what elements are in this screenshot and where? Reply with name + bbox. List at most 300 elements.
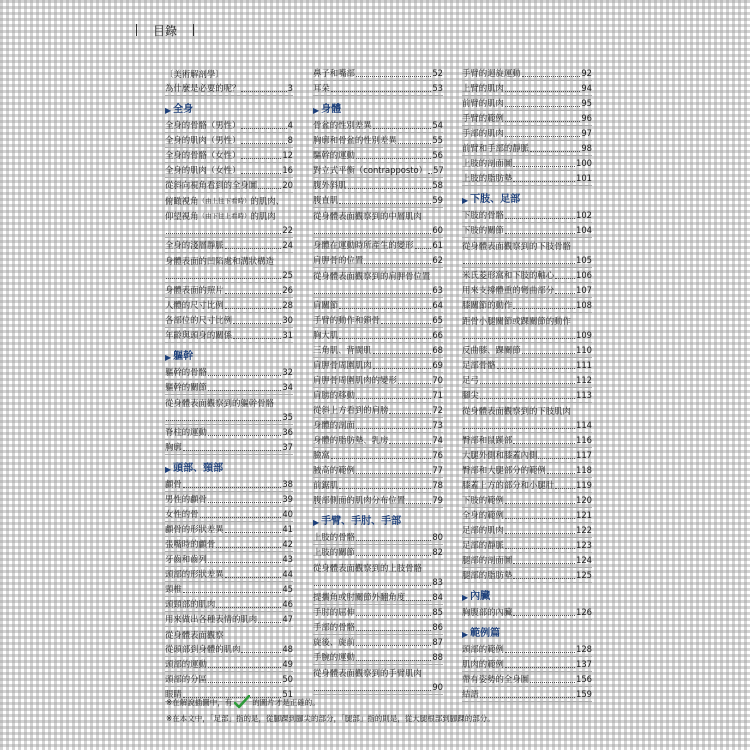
- toc-entry-page: 105: [576, 255, 592, 265]
- section-heading: [165, 455, 293, 477]
- footnote-2-text: ※在本文中，「足部」指的是，從腳踝到腳尖的部分，「腿部」指的則是，從大腿根部到腳踝的部分。: [166, 713, 495, 723]
- dot-leader: [183, 592, 282, 593]
- dot-leader: [505, 667, 575, 668]
- toc-entry-page: 100: [576, 158, 592, 168]
- dot-leader: [258, 622, 281, 623]
- toc-entry: [313, 193, 443, 208]
- triangle-icon: ▶: [165, 105, 172, 115]
- dot-leader: [356, 76, 431, 77]
- toc-entry: [313, 418, 443, 433]
- toc-entry: [462, 508, 592, 523]
- toc-entry-title: 軀幹的骨骼: [165, 367, 207, 377]
- toc-entry: [462, 66, 592, 81]
- toc-entry-title: 從身體表面觀察到的肩胛骨位置: [313, 271, 431, 281]
- section-heading: [165, 343, 293, 365]
- toc-entry: [313, 530, 443, 545]
- toc-entry: [462, 313, 592, 328]
- toc-entry-page: 90: [432, 682, 443, 692]
- dot-leader: [356, 540, 431, 541]
- toc-entry-title: 上肢的關節: [313, 547, 355, 557]
- toc-entry: [165, 627, 293, 642]
- toc-entry-page: 156: [576, 674, 592, 684]
- dot-leader: [339, 338, 431, 339]
- toc-entry-title: 大腿外側和膝蓋內側: [462, 450, 538, 460]
- toc-entry-title: 下肢的骨骼: [462, 210, 504, 220]
- section-heading: [313, 508, 443, 530]
- toc-entry-page: 48: [282, 644, 293, 654]
- toc-entry-title: 手部的骨骼: [313, 622, 355, 632]
- toc-entry-title: 足部的肌肉: [462, 525, 504, 535]
- toc-entry-page: 58: [432, 180, 443, 190]
- toc-entry-page: 8: [287, 135, 293, 145]
- toc-entry-title: 從身體表面觀察到的中層肌肉: [313, 211, 422, 221]
- dot-leader: [339, 203, 431, 204]
- section-heading-text: 下肢、足部: [470, 194, 521, 205]
- toc-entry-page: 35: [282, 412, 293, 422]
- toc-entry: [313, 403, 443, 418]
- toc-entry: [462, 298, 592, 313]
- toc-entry: [462, 373, 592, 388]
- toc-entry: [462, 126, 592, 141]
- toc-entry: [313, 448, 443, 463]
- toc-entry-title: 全身的骨骼（女性）: [165, 150, 241, 160]
- toc-entry-title: 腿部的脂肪墊: [462, 570, 513, 580]
- toc-entry: [313, 605, 443, 620]
- toc-entry: [313, 620, 443, 635]
- dot-leader: [389, 413, 431, 414]
- dot-leader: [314, 233, 431, 234]
- toc-entry: [165, 283, 293, 298]
- toc-entry-page: 64: [432, 300, 443, 310]
- toc-entry-page: 70: [432, 375, 443, 385]
- toc-entry-page: 68: [432, 345, 443, 355]
- toc-entry-title: 耳朵: [313, 83, 330, 93]
- toc-entry-title: 肩關節: [313, 300, 339, 310]
- toc-entry-title: 身體表面的凹陷處和溝狀構造: [165, 256, 274, 266]
- dot-leader: [225, 293, 282, 294]
- toc-entry: [313, 650, 443, 665]
- toc-entry: [462, 111, 592, 126]
- toc-entry: [165, 537, 293, 552]
- dot-leader: [505, 233, 575, 234]
- toc-entry: [462, 463, 592, 478]
- toc-entry-page: 39: [282, 494, 293, 504]
- toc-entry-page: 122: [576, 525, 592, 535]
- toc-entry: [313, 493, 443, 508]
- toc-entry-title: 肌肉的範例: [462, 659, 504, 669]
- toc-entry: [165, 148, 293, 163]
- section-heading: [462, 620, 592, 642]
- dot-leader: [314, 585, 431, 586]
- toc-entry-title: 提攜角或肘關節外翻角度: [313, 592, 406, 602]
- dot-leader: [555, 488, 575, 489]
- dot-leader: [216, 547, 281, 548]
- toc-entry: [165, 567, 293, 582]
- toc-entry-page: 82: [432, 547, 443, 557]
- toc-entry-page: 12: [282, 150, 293, 160]
- toc-entry: [462, 657, 592, 672]
- toc-entry: [462, 358, 592, 373]
- dot-leader: [166, 278, 281, 279]
- toc-entry-page: 92: [581, 68, 592, 78]
- dot-leader: [381, 323, 431, 324]
- triangle-icon: ▶: [165, 464, 172, 474]
- toc-entry: [165, 178, 293, 193]
- toc-entry-page: 25: [282, 270, 293, 280]
- dot-leader: [241, 652, 281, 653]
- section-heading-text: 頭部、頸部: [173, 463, 224, 474]
- section-heading-text: 手臂、手肘、手部: [321, 516, 402, 527]
- dot-leader: [513, 308, 575, 309]
- dot-leader: [513, 166, 575, 167]
- toc-entry-page: 26: [282, 285, 293, 295]
- toc-entry: [165, 313, 293, 328]
- toc-entry-title: 下肢的範例: [462, 495, 504, 505]
- toc-entry-title: 膝關節的動作: [462, 300, 513, 310]
- dot-leader: [348, 188, 432, 189]
- dot-leader: [183, 450, 282, 451]
- section-heading: [462, 186, 592, 208]
- triangle-icon: ▶: [165, 352, 172, 362]
- toc-entry-title: 從身體表面觀察: [165, 630, 224, 640]
- toc-entry-page: 118: [576, 465, 592, 475]
- toc-entry-page: 20: [282, 180, 293, 190]
- toc-entry: [313, 358, 443, 373]
- toc-entry-title: 前鋸肌: [313, 480, 339, 490]
- toc-entry-title: 結語: [462, 689, 479, 699]
- dot-leader: [166, 420, 281, 421]
- toc-entry-title: 驅幹的運動: [313, 150, 355, 160]
- dot-leader: [398, 143, 432, 144]
- dot-leader: [339, 308, 431, 309]
- toc-entry-page: 87: [432, 637, 443, 647]
- toc-entry-page: 108: [576, 300, 592, 310]
- toc-entry-page: 104: [576, 225, 592, 235]
- toc-entry: [313, 238, 443, 253]
- checkmark-icon: [234, 695, 250, 709]
- toc-entry-page: 57: [433, 165, 444, 175]
- toc-entry-title: 從身體表面觀察到的軀幹骨骼: [165, 398, 274, 408]
- toc-entry-page: 54: [432, 120, 443, 130]
- toc-entry-title: 臀部和大腿部分的範例: [462, 465, 546, 475]
- toc-entry-page: 101: [576, 173, 592, 183]
- dot-leader: [480, 383, 575, 384]
- toc-entry-page: 52: [432, 68, 443, 78]
- toc-entry-title: 頭部的分區: [165, 674, 207, 684]
- toc-entry-title: 腹直肌: [313, 195, 339, 205]
- toc-entry: [165, 193, 293, 208]
- toc-entry-title: 手臂的迴旋運動: [462, 68, 521, 78]
- toc-entry-title: 上肢的骨骼: [313, 532, 355, 542]
- toc-entry-title: 用來支撐體重的彎曲部分: [462, 285, 555, 295]
- dot-leader: [406, 600, 431, 601]
- dot-leader: [258, 188, 281, 189]
- footnote-2: [166, 710, 495, 726]
- toc-entry-page: 38: [282, 479, 293, 489]
- toc-entry-title: 張嘴時的顱骨: [165, 539, 216, 549]
- toc-entry-title: 手腕的運動: [313, 652, 355, 662]
- toc-entry-page: 4: [287, 120, 293, 130]
- dot-leader: [530, 151, 580, 152]
- toc-entry-title: 各部位的尺寸比例: [165, 315, 232, 325]
- toc-entry: [462, 388, 592, 403]
- toc-entry-title: 全身的骨骼（男性）: [165, 120, 241, 130]
- toc-entry: [313, 478, 443, 493]
- toc-entry-title: 肩胛骨的位置: [313, 255, 364, 265]
- section-heading-text: 內臟: [470, 591, 491, 602]
- toc-entry: [313, 665, 443, 680]
- toc-entry-title: 手肘的屈伸: [313, 607, 355, 617]
- toc-entry-title: 從斜向視角看到的全身圖: [165, 180, 258, 190]
- toc-entry-page: 86: [432, 622, 443, 632]
- toc-entry: [165, 238, 293, 253]
- toc-entry: [165, 410, 293, 425]
- toc-entry-page: 117: [576, 450, 592, 460]
- toc-entry: [462, 433, 592, 448]
- toc-entry: [462, 672, 592, 687]
- toc-entry-title: 旋後、旋前: [313, 637, 355, 647]
- toc-entry-title: 眼睛: [165, 689, 182, 699]
- dot-leader: [216, 607, 281, 608]
- toc-entry-page: 74: [432, 435, 443, 445]
- toc-entry-page: 30: [282, 315, 293, 325]
- dot-leader: [356, 630, 431, 631]
- toc-entry: [313, 298, 443, 313]
- toc-entry: [165, 133, 293, 148]
- toc-entry-title: 人體的尺寸比例: [165, 300, 224, 310]
- header-divider-left: [136, 24, 137, 36]
- toc-entry-page: 60: [432, 225, 443, 235]
- toc-entry: [313, 463, 443, 478]
- dot-leader: [208, 667, 281, 668]
- toc-entry-page: 121: [576, 510, 592, 520]
- toc-entry-title: 胸腹部的內臟: [462, 607, 513, 617]
- toc-entry: [165, 507, 293, 522]
- toc-entry: [462, 523, 592, 538]
- dot-leader: [547, 473, 575, 474]
- dot-leader: [356, 428, 431, 429]
- toc-entry-page: 44: [282, 569, 293, 579]
- toc-entry-page: 22: [282, 225, 293, 235]
- dot-leader: [356, 473, 431, 474]
- toc-entry-title: 頭頸部的肌肉: [165, 599, 216, 609]
- toc-entry-title: 軀幹的關節: [165, 382, 207, 392]
- footnote-1-text-before: ※在解說插圖中，有: [166, 697, 233, 707]
- dot-leader: [513, 443, 575, 444]
- toc-entry-title: 前臂和手部的靜脈: [462, 143, 529, 153]
- toc-entry-title-cont: 的肌肉: [250, 211, 276, 221]
- toc-entry-page: 28: [282, 300, 293, 310]
- toc-entry: [462, 493, 592, 508]
- toc-entry-title: 從頭部到身體的肌肉: [165, 644, 241, 654]
- toc-entry-page: 110: [576, 345, 592, 355]
- toc-entry: [313, 208, 443, 223]
- toc-entry: [313, 373, 443, 388]
- toc-entry-page: 59: [432, 195, 443, 205]
- toc-entry-page: 56: [432, 150, 443, 160]
- dot-leader: [331, 91, 432, 92]
- dot-leader: [389, 443, 431, 444]
- toc-entry-title: 牙齒和齒列: [165, 554, 207, 564]
- toc-entry: [462, 478, 592, 493]
- toc-entry-title: 手臂的範例: [462, 113, 504, 123]
- dot-leader: [314, 293, 431, 294]
- toc-entry-page: 24: [282, 240, 293, 250]
- toc-entry: [462, 156, 592, 171]
- toc-entry-title: 腳尖: [462, 390, 479, 400]
- toc-entry-page: 31: [282, 330, 293, 340]
- toc-entry-title: 胸廓和骨盆的性別差異: [313, 135, 397, 145]
- dot-leader: [241, 143, 286, 144]
- toc-entry-title: 距骨小腿關節或踝關節的動作: [462, 316, 571, 326]
- toc-entry: [462, 223, 592, 238]
- toc-entry-page: 114: [576, 420, 592, 430]
- toc-entry: [462, 418, 592, 433]
- section-heading-text: 範例篇: [470, 628, 501, 639]
- toc-entry-page: 112: [576, 375, 592, 385]
- toc-entry-title: 足部骨骼: [462, 360, 496, 370]
- toc-entry: [462, 328, 592, 343]
- triangle-icon: ▶: [313, 517, 320, 527]
- toc-entry: [313, 268, 443, 283]
- toc-entry-title: 從身體表面觀察到的下肢肌肉: [462, 406, 571, 416]
- toc-entry: [313, 148, 443, 163]
- toc-entry-title: 頭部的範例: [462, 644, 504, 654]
- toc-entry-title: 頭部的運動: [165, 659, 207, 669]
- section-heading-text: 全身: [173, 104, 194, 115]
- toc-entry: [313, 560, 443, 575]
- toc-entry-title: 全身的範例: [462, 510, 504, 520]
- toc-entry: [313, 433, 443, 448]
- toc-entry-title: 前臂的肌肉: [462, 98, 504, 108]
- toc-entry-page: 79: [432, 495, 443, 505]
- toc-entry-page: 120: [576, 495, 592, 505]
- toc-entry-page: 49: [282, 659, 293, 669]
- toc-entry-title: 俯瞰視角: [165, 196, 199, 206]
- toc-entry-page: 107: [576, 285, 592, 295]
- dot-leader: [208, 502, 281, 503]
- dot-leader: [480, 398, 575, 399]
- toc-entry-page: 78: [432, 480, 443, 490]
- toc-entry: [313, 388, 443, 403]
- toc-entry: [165, 612, 293, 627]
- toc-entry-title: 身體的脂肪墊、乳房: [313, 435, 389, 445]
- triangle-icon: ▶: [462, 629, 469, 639]
- toc-entry-title: 腹部側面的肌肉分布位置: [313, 495, 406, 505]
- toc-entry: [313, 575, 443, 590]
- toc-entry: [462, 403, 592, 418]
- toc-entry-title: 男性的顱骨: [165, 494, 207, 504]
- toc-entry: [462, 343, 592, 358]
- toc-entry: [165, 425, 293, 440]
- toc-entry-title: 肩膀的移動: [313, 390, 355, 400]
- toc-entry-title: 肩胛骨周圍肌肉的變形: [313, 375, 397, 385]
- toc-entry-page: 88: [432, 652, 443, 662]
- toc-entry-page: 80: [432, 532, 443, 542]
- toc-entry: [462, 448, 592, 463]
- toc-entry: [462, 553, 592, 568]
- toc-entry-title: 脊柱的運動: [165, 427, 207, 437]
- dot-leader: [406, 503, 431, 504]
- toc-entry: [165, 81, 293, 96]
- toc-entry-page: 51: [282, 689, 293, 699]
- dot-leader: [233, 338, 281, 339]
- toc-entry-page: 36: [282, 427, 293, 437]
- toc-entry: [313, 178, 443, 193]
- toc-entry-page: 94: [581, 83, 592, 93]
- toc-entry-title: 從身體表面觀察到的上肢骨骼: [313, 563, 422, 573]
- toc-entry-page: 65: [432, 315, 443, 325]
- dot-leader: [225, 308, 282, 309]
- toc-entry: [313, 680, 443, 695]
- toc-entry-page: 34: [282, 382, 293, 392]
- page-header: [136, 22, 194, 38]
- dot-leader: [241, 128, 286, 129]
- triangle-icon: ▶: [462, 592, 469, 602]
- toc-entry: [165, 582, 293, 597]
- toc-entry-title: 仰望視角: [165, 211, 199, 221]
- toc-entry-page: 84: [432, 592, 443, 602]
- toc-entry-page: 69: [432, 360, 443, 370]
- dot-leader: [208, 435, 281, 436]
- toc-entry-title: 肩胛骨周圍肌肉: [313, 360, 372, 370]
- toc-entry-page: 126: [576, 607, 592, 617]
- dot-leader: [505, 91, 580, 92]
- dot-leader: [555, 278, 575, 279]
- section-heading-text: 軀幹: [173, 351, 194, 362]
- toc-entry: [165, 395, 293, 410]
- dot-leader: [241, 173, 281, 174]
- toc-entry-page: 109: [576, 330, 592, 340]
- toc-entry-title: 下肢的關節: [462, 225, 504, 235]
- toc-entry-page: 40: [282, 509, 293, 519]
- toc-entry-title: 用來做出各種表情的肌肉: [165, 614, 258, 624]
- toc-entry-title: 顱骨: [165, 479, 182, 489]
- toc-entry-title: 身體在運動時所產生的變形: [313, 240, 414, 250]
- toc-entry: [313, 343, 443, 358]
- dot-leader: [331, 458, 432, 459]
- page-title: 目錄: [153, 23, 178, 38]
- toc-entry-page: 77: [432, 465, 443, 475]
- dot-leader: [505, 652, 575, 653]
- toc-entry: [165, 118, 293, 133]
- toc-entry-title: 全身的淺層靜脈: [165, 240, 224, 250]
- toc-entry: [313, 133, 443, 148]
- dot-leader: [513, 181, 575, 182]
- dot-leader: [398, 383, 432, 384]
- toc-entry-page: 47: [282, 614, 293, 624]
- dot-leader: [225, 577, 282, 578]
- toc-entry: [165, 440, 293, 455]
- toc-entry-page: 37: [282, 442, 293, 452]
- toc-entry-page: 63: [432, 285, 443, 295]
- dot-leader: [522, 353, 575, 354]
- footnote-1-text-after: 的圖片才是正確的。: [252, 697, 320, 707]
- toc-entry-page: 3: [287, 83, 293, 93]
- toc-entry-title: 女性的骨: [165, 509, 199, 519]
- toc-entry: [313, 545, 443, 560]
- toc-entry-page: 96: [581, 113, 592, 123]
- dot-leader: [356, 660, 431, 661]
- dot-leader: [505, 106, 580, 107]
- toc-entry-page: 53: [432, 83, 443, 93]
- dot-leader: [356, 645, 431, 646]
- dot-leader: [530, 682, 575, 683]
- dot-leader: [428, 173, 432, 174]
- toc-entry-title: 從身體表面觀察到的手臂肌肉: [313, 668, 422, 678]
- toc-entry: [313, 223, 443, 238]
- dot-leader: [463, 263, 575, 264]
